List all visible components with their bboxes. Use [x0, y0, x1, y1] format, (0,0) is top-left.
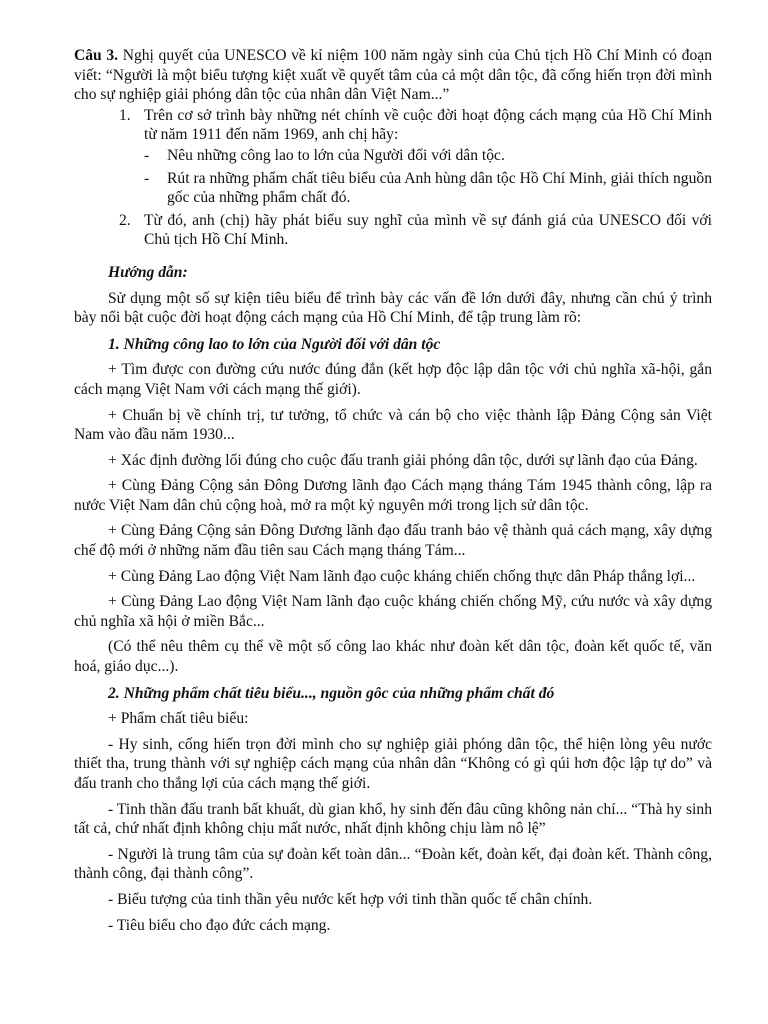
item-number: 2.	[119, 211, 131, 229]
guide-title: Hướng dẫn:	[108, 263, 188, 281]
section-1-paragraph: + Cùng Đảng Lao động Việt Nam lãnh đạo cuộc kháng chiến chống thực dân Pháp thắng lợi...	[108, 567, 696, 585]
bullet-text: Rút ra những phẩm chất tiêu biểu của Anh hùng dân tộc Hồ Chí Minh, giải thích nguồn gốc của những phẩm chất đó.	[167, 169, 712, 207]
item-text: Trên cơ sở trình bày những nét chính về cuộc đời hoạt động cách mạng của Hồ Chí Minh từ năm 1911 đến năm 1969, anh chị hãy:	[144, 106, 712, 144]
section-2-title: 2. Những phẩm chất tiêu biểu..., nguồn gôc của những phẩm chất đó	[108, 684, 555, 702]
question-item-2	[74, 211, 712, 250]
section-1-paragraph: + Cùng Đảng Cộng sản Đông Dương lãnh đạo đấu tranh bảo vệ thành quả cách mạng, xây dựng chế độ mới ở những năm đầu tiên sau Cách mạng tháng Tám...	[74, 522, 712, 560]
bullet-text: Nêu những công lao to lớn của Người đối với dân tộc.	[167, 146, 505, 164]
section-1-paragraph: (Có thể nêu thêm cụ thể về một số công lao khác như đoàn kết dân tộc, đoàn kết quốc tế, văn hoá, giáo dục...).	[74, 638, 712, 676]
item-number: 1.	[119, 106, 131, 124]
section-1-paragraph: + Cùng Đảng Cộng sản Đông Dương lãnh đạo Cách mạng tháng Tám 1945 thành công, lập ra nước Việt Nam dân chủ cộng hoà, mở ra một kỷ nguyên mới trong lịch sử dân tộc.	[74, 477, 712, 514]
item-text: Từ đó, anh (chị) hãy phát biểu suy nghĩ của mình về sự đánh giá của UNESCO đối với Chủ tịch Hồ Chí Minh.	[144, 211, 712, 249]
section-1-paragraph: + Chuẩn bị về chính trị, tư tưởng, tổ chức và cán bộ cho việc thành lập Đảng Cộng sản Việt Nam vào đầu năm 1930...	[74, 406, 712, 444]
question-text: Nghị quyết của UNESCO về kỉ niệm 100 năm ngày sinh của Chủ tịch Hồ Chí Minh có đoạn viết: “Người là một biểu tượng kiệt xuất về quyết tâm của cả một dân tộc, đã cống hiến trọn đời mình cho sự nghiệp giải phóng dân tộc của nhân dân Việt Nam...”	[74, 47, 712, 104]
bullet-item	[144, 146, 712, 166]
guide-intro: Sử dụng một số sự kiện tiêu biểu để trình bày các vấn đề lớn dưới đây, nhưng cần chú ý trình bày nổi bật cuộc đời hoạt động cách mạng của Hồ Chí Minh, để tập trung làm rõ:	[74, 289, 712, 327]
question-item-1	[74, 106, 712, 208]
dash-marker: -	[144, 169, 150, 187]
section-2-paragraph: - Tinh thần đấu tranh bất khuất, dù gian khổ, hy sinh đến đâu cũng không nản chí... “Thà hy sinh tất cả, chứ nhất định không chịu mất nước, nhất định không chịu làm nô lệ”	[74, 800, 712, 838]
question-label: Câu 3.	[74, 47, 119, 64]
section-2-paragraph: - Tiêu biểu cho đạo đức cách mạng.	[108, 916, 331, 934]
section-2-paragraph: - Hy sinh, cống hiến trọn đời mình cho sự nghiệp giải phóng dân tộc, thể hiện lòng yêu nước thiết tha, trung thành với sự nghiệp cách mạng của nhân dân “Không có gì qúi hơn độc lập tự do” và đấu tranh cho thắng lợi của cách mạng thế giới.	[74, 735, 712, 792]
section-2-paragraph: - Biểu tượng của tinh thần yêu nước kết hợp với tinh thần quốc tế chân chính.	[108, 890, 593, 908]
dash-marker: -	[144, 146, 150, 164]
question-items	[74, 106, 712, 250]
section-1-paragraph: + Tìm được con đường cứu nước đúng đắn (kết hợp độc lập dân tộc với chủ nghĩa xã-hội, gắn cách mạng Việt Nam với cách mạng thế giới).	[74, 361, 712, 398]
section-1-title: 1. Những công lao to lớn của Người đối với dân tộc	[108, 335, 441, 353]
section-2-paragraph: + Phẩm chất tiêu biểu:	[108, 710, 249, 728]
section-1-paragraph: + Xác định đường lối đúng cho cuộc đấu tranh giải phóng dân tộc, dưới sự lãnh đạo của Đảng.	[108, 451, 698, 469]
bullet-item	[144, 169, 712, 208]
section-1-paragraph: + Cùng Đảng Lao động Việt Nam lãnh đạo cuộc kháng chiến chống Mỹ, cứu nước và xây dựng chủ nghĩa xã hội ở miền Bắc...	[74, 593, 712, 630]
question-intro	[74, 46, 712, 105]
section-2-paragraph: - Người là trung tâm của sự đoàn kết toàn dân... “Đoàn kết, đoàn kết, đại đoàn kết. Thành công, thành công, đại thành công”.	[74, 845, 712, 883]
item-bullets	[144, 146, 712, 208]
